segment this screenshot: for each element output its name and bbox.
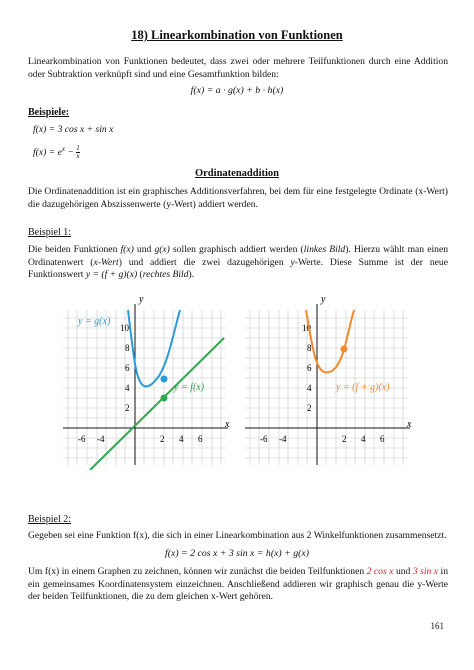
- ex1-f: f(x): [120, 244, 134, 255]
- example-2-heading: [28, 514, 448, 527]
- ex1-text-a: Die beiden Funktionen: [28, 244, 121, 255]
- y-tick-left: 10: [120, 323, 129, 333]
- final-paragraph: [28, 566, 448, 604]
- y-axis-label-left: y: [139, 294, 144, 305]
- label-sum: y = (f + g)(x): [336, 382, 390, 393]
- page-number: 161: [430, 621, 444, 631]
- example-formula-2: [33, 143, 453, 160]
- y-tick-right: 4: [307, 383, 312, 393]
- example-2-formula: f(x) = 2 cos x + 3 sin x = h(x) + g(x): [165, 548, 309, 559]
- example2-fraction: [76, 145, 80, 160]
- y-tick-right: 10: [302, 323, 311, 333]
- graph-right: [240, 290, 420, 470]
- ex1-text-g2: (: [137, 269, 143, 281]
- x-axis-label-left: x: [225, 419, 230, 430]
- ex1-xw: x-Wert: [93, 256, 119, 268]
- ex1-text-h: ).: [188, 269, 195, 281]
- examples-heading-text: Beispiele:: [28, 107, 70, 118]
- final-text-c: in ein gemeinsames Koordinatensystem einzeichnen. Anschließend addieren wir graphisch genau die y-Werte der beiden Teilfunktionen, die zu dem gleichen x-Wert gehören.: [28, 566, 449, 603]
- point-f: [161, 395, 168, 402]
- ex1-text-f2: -Werte. Diese Summe ist der neue Funktionswert: [28, 256, 448, 281]
- example-1-heading-text: Beispiel 1:: [28, 227, 72, 238]
- final-text-a: Um f(x) in einem Graphen zu zeichnen, können wir zunächst die beiden Teilfunktionen: [28, 566, 367, 577]
- page-title: 18) Linearkombination von Funktionen: [131, 28, 343, 42]
- point-sum: [341, 346, 348, 353]
- graph-left: [58, 290, 238, 470]
- x-tick-right: 6: [380, 434, 385, 444]
- x-tick-left: 2: [160, 434, 165, 444]
- x-tick-left: 4: [179, 434, 184, 444]
- x-tick-right: -4: [279, 434, 287, 444]
- example2-numerator: 1: [76, 144, 80, 153]
- example2-minus: −: [64, 147, 77, 159]
- x-tick-right: 2: [342, 434, 347, 444]
- ex1-right: rechtes Bild: [142, 269, 189, 281]
- section-heading: Ordinatenaddition: [194, 168, 280, 179]
- y-tick-right: 8: [307, 343, 312, 353]
- x-tick-left: 6: [198, 434, 203, 444]
- y-axis-label-right: y: [321, 294, 326, 305]
- ex1-text-d: ). Hierzu wählt man einen Ordinatenwert (: [28, 244, 448, 268]
- x-tick-left: -4: [97, 434, 105, 444]
- ex1-g: g(x): [154, 244, 170, 255]
- ex1-text-c: sollen graphisch addiert werden (: [169, 244, 304, 255]
- ex1-text-e: ) und addiert die zwei dazugehörigen: [118, 256, 291, 268]
- label-f: y = f(x): [174, 382, 205, 393]
- y-tick-right: 2: [307, 403, 312, 413]
- example-formula-1: f(x) = 3 cos x + sin x: [33, 124, 114, 135]
- ex1-text-b: und: [133, 244, 155, 255]
- intro-paragraph: Linearkombination von Funktionen bedeutet, dass zwei oder mehrere Teilfunktionen durch eine Addition oder Subtraktion verknüpft sind und eine Gesamtfunktion bilden:: [28, 56, 448, 80]
- example2-exponent: x: [61, 145, 65, 153]
- ex1-left: linkes Bild: [303, 244, 346, 255]
- point-g: [161, 376, 168, 383]
- example-1-paragraph: [28, 244, 448, 282]
- x-tick-right: 4: [361, 434, 366, 444]
- example2-denominator: x: [76, 152, 80, 161]
- y-tick-right: 6: [307, 363, 312, 373]
- ex1-yw: y: [290, 256, 295, 268]
- example-2-paragraph: Gegeben sei eine Funktion f(x), die sich in einer Linearkombination aus 2 Winkelfunktionen zusammensetzt.: [28, 530, 447, 541]
- examples-heading: [28, 107, 448, 120]
- y-tick-left: 2: [125, 403, 130, 413]
- final-red-1: 2 cos x: [366, 566, 394, 577]
- final-text-b: und: [393, 566, 413, 577]
- intro-formula: f(x) = a · g(x) + b · h(x): [190, 85, 284, 96]
- example-2-heading-text: Beispiel 2:: [28, 514, 72, 525]
- y-tick-left: 4: [125, 383, 130, 393]
- x-tick-left: -6: [78, 434, 86, 444]
- example-1-heading: [28, 227, 448, 240]
- y-tick-left: 8: [125, 343, 130, 353]
- final-red-2: 3 sin x: [412, 566, 439, 577]
- curve-sum: [306, 310, 354, 372]
- ex1-fg: y = (f + g)(x): [85, 269, 138, 281]
- example2-lhs: f(x) = e: [33, 147, 62, 159]
- label-g: y = g(x): [78, 316, 111, 327]
- x-axis-label-right: x: [407, 419, 412, 430]
- x-tick-right: -6: [260, 434, 268, 444]
- y-tick-left: 6: [125, 363, 130, 373]
- section-paragraph: Die Ordinatenaddition ist ein graphisches Additionsverfahren, bei dem für eine festgelegte Ordinate (x-Wert) die dazugehörigen Abszissenwerte (y-Wert) addiert werden.: [28, 186, 448, 210]
